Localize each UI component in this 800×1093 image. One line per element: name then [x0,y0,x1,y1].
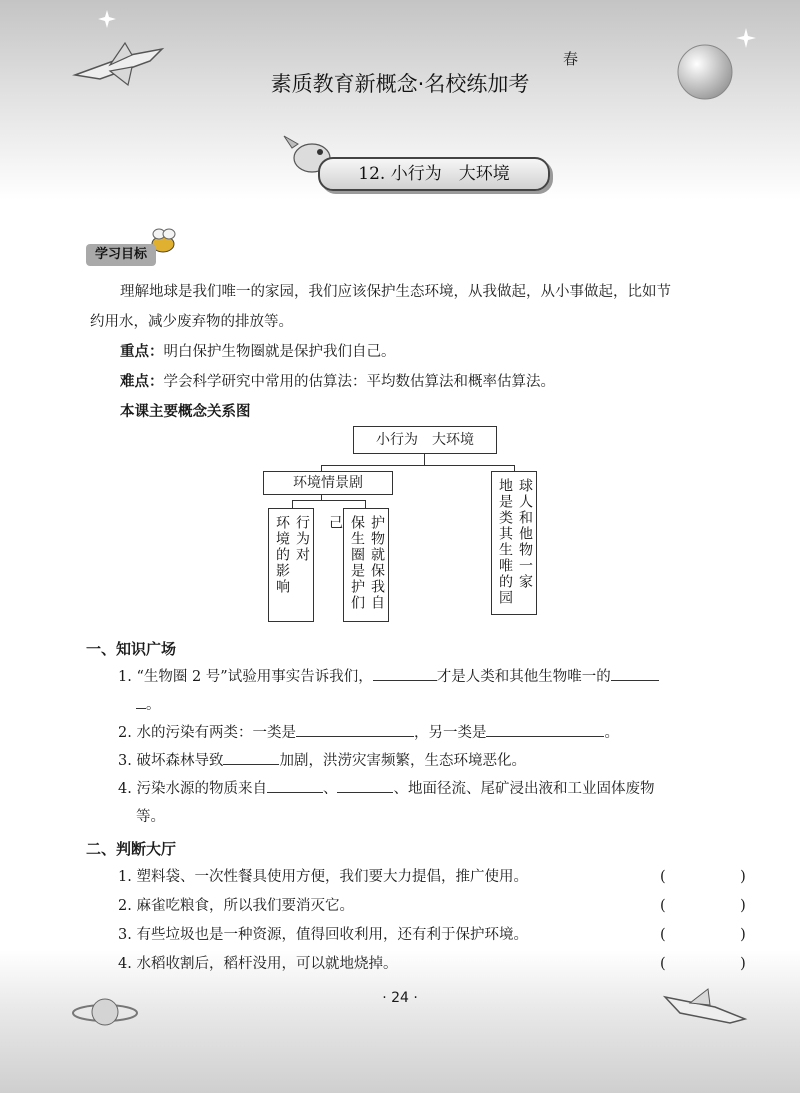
difficult-point [120,370,555,391]
concept-leaf-protect-col1: 护物就保我自 [369,515,385,611]
connector-line [292,500,366,501]
question-text: 加剧，洪涝灾害频繁，生态环境恶化。 [279,753,526,769]
concept-root-box: 小行为 大环境 [353,426,497,454]
concept-leaf-behavior-col2: 环境的影响 [274,515,290,595]
goals-intro-line2: 约用水，减少废弃物的排放等。 [90,314,293,330]
concept-earth-home-col2: 地是类其生唯的园 [497,478,513,606]
question-1 [118,665,659,686]
question-1-continued [136,693,161,714]
question-4-continued: 等。 [136,809,165,825]
question-text: “生物圈 2 号”试验用事实告诉我们， [136,669,373,685]
answer-blank[interactable] [136,694,146,709]
connector-line [292,500,293,508]
question-text: 麻雀吃粮食，所以我们要消灭它。 [136,898,354,914]
answer-blank[interactable] [223,750,279,765]
question-2 [118,721,619,742]
question-number: 4. [118,781,132,797]
answer-parentheses[interactable]: ( ) [660,869,776,885]
question-text: 水稻收割后，稻杆没用，可以就地烧掉。 [136,956,398,972]
answer-blank[interactable] [267,778,323,793]
key-point-text: 明白保护生物圈就是保护我们自己。 [163,344,396,360]
concept-leaf-behavior-box [268,508,314,622]
lesson-title: 12. 小行为 大环境 [318,157,550,191]
question-text: 、 [322,781,338,797]
answer-parentheses[interactable]: ( ) [660,956,776,972]
question-text: 有些垃圾也是一种资源，值得回收利用，还有利于保护环境。 [136,927,528,943]
question-text: 破坏森林导致 [136,753,224,769]
concept-leaf-behavior-col1: 行为对 [294,515,310,563]
difficult-point-label: 难点： [120,374,164,390]
question-number: 1. [118,869,132,885]
key-point [120,340,396,361]
series-title: 素质教育新概念·名校练加考 [270,72,530,96]
question-3 [118,749,526,770]
connector-line [365,500,366,508]
section-judgment-heading: 二、判断大厅 [86,840,177,858]
concept-leaf-protect-box [327,508,389,622]
question-text: 。 [604,725,619,741]
concept-leaf-protect-col2: 保生圈是护们己 [327,515,365,611]
judgment-item-4 [118,952,397,973]
answer-parentheses[interactable]: ( ) [660,927,776,943]
question-text: 塑料袋、一次性餐具使用方便，我们要大力提倡，推广使用。 [136,869,528,885]
question-text: 污染水源的物质来自 [136,781,267,797]
connector-line [321,465,515,466]
question-number: 2. [118,898,132,914]
question-text: ，另一类是 [413,725,487,741]
question-number: 2. [118,725,132,741]
question-number: 3. [118,927,132,943]
answer-blank[interactable] [486,722,604,737]
judgment-item-3 [118,923,528,944]
star-icon [736,28,756,48]
learning-goals-label: 学习目标 [86,244,156,266]
answer-blank[interactable] [337,778,393,793]
answer-blank[interactable] [373,666,437,681]
goals-intro-line1: 理解地球是我们唯一的家园，我们应该保护生态环境，从我做起，从小事做起，比如节 [120,284,671,300]
star-icon [98,10,116,28]
key-point-label: 重点： [120,344,164,360]
connector-line [424,453,425,465]
answer-blank[interactable] [611,666,659,681]
space-shuttle-illustration [660,985,750,1030]
page-number: · 24 · [382,990,418,1006]
question-text: 水的污染有两类：一类是 [136,725,296,741]
answer-parentheses[interactable]: ( ) [660,898,776,914]
difficult-point-text: 学会科学研究中常用的估算法：平均数估算法和概率估算法。 [163,374,555,390]
question-number: 3. [118,753,132,769]
concept-earth-home-box [491,471,537,615]
answer-blank[interactable] [296,722,414,737]
concept-map-title: 本课主要概念关系图 [120,404,251,420]
section-knowledge-heading: 一、知识广场 [86,640,177,658]
question-number: 1. [118,669,132,685]
concept-earth-home-col1: 球人和他物一家 [517,478,533,590]
question-text: 。 [146,697,161,713]
question-text: 、地面径流、尾矿浸出液和工业固体废物 [393,781,655,797]
question-number: 4. [118,956,132,972]
question-4 [118,777,654,798]
season-label: 春 [563,50,579,68]
concept-branch-box: 环境情景剧 [263,471,393,495]
judgment-item-1 [118,865,528,886]
question-text: 才是人类和其他生物唯一的 [436,669,611,685]
judgment-item-2 [118,894,354,915]
